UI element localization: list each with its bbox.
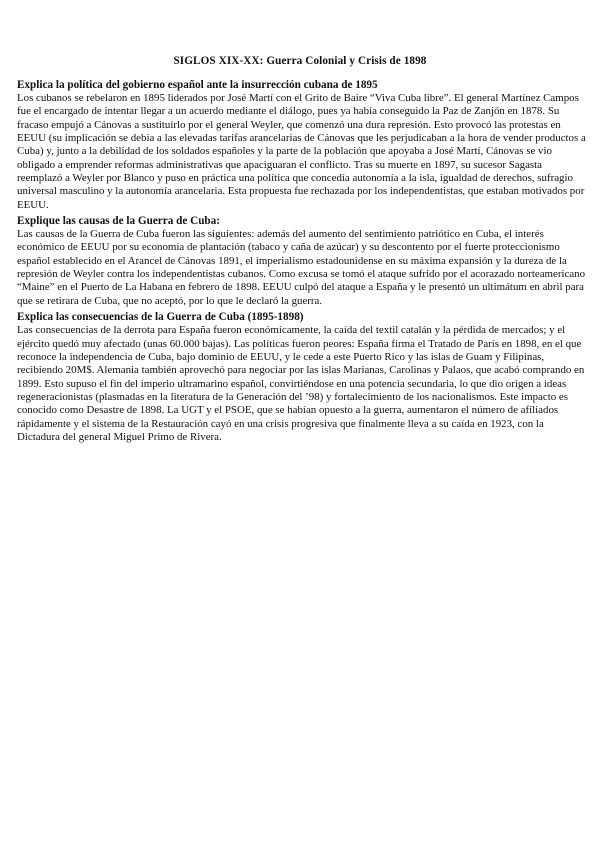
section-heading: Explica las consecuencias de la Guerra de Cuba (1895-1898) [17,311,304,324]
section-paragraph: Las causas de la Guerra de Cuba fueron las siguientes: además del aumento del sentimiento patriótico en Cuba, el interés económico de EEUU por su economía de plantación (tabaco y caña de azúcar) y su descontento por el fuerte proteccionismo español establecido en el Arancel de Cánovas 1891, el imperialismo estadounidense en su máxima expansión y la dureza de la represión de Weyler contra los independentistas cubanos. Como excusa se tomó el ataque sufrido por el acorazado norteamericano “Maine” en el Puerto de La Habana en febrero de 1898. EEUU culpó del ataque a España y le presentó un ultimátum en abril para que se retirara de Cuba, que no aceptó, por lo que le declaró la guerra. [17,228,586,307]
document-body [17,79,588,447]
section-heading: Explique las causas de la Guerra de Cuba: [17,215,220,228]
section-consecuencias-guerra [17,311,588,444]
section-paragraph: Los cubanos se rebelaron en 1895 liderados por José Martí con el Grito de Baire “Viva Cuba libre”. El general Martínez Campos fue el encargado de intentar llegar a un acuerdo mediante el diálogo, pues ya había conseguido la Paz de Zanjón en 1878. Su fracaso empujó a Cánovas a sustituirlo por el general Weyler, que comenzó una dura represión. Esto provocó las protestas en EEUU (su implicación se debía a las elevadas tarifas arancelarias de Cánovas que les perjudicaban a la hora de vender productos a Cuba) y, junto a la debilidad de los soldados españoles y la parte de la población que apoyaba a José Martí, Cánovas se vio obligado a emprender reformas administrativas que apaciguaran el conflicto. Tras su muerte en 1897, su sucesor Sagasta reemplazó a Weyler por Blanco y puso en práctica una política que concedía autonomía a la isla, igualdad de derechos, sufragio universal masculino y la autonomía arancelaria. Esta propuesta fue rechazada por los independentistas, que estaban motivados por EEUU. [17,92,586,211]
section-politica-gobierno [17,79,588,212]
document-title: SIGLOS XIX-XX: Guerra Colonial y Crisis de 1898 [173,55,427,67]
section-causas-guerra [17,215,588,308]
section-paragraph: Las consecuencias de la derrota para España fueron económicamente, la caída del textil catalán y la pérdida de mercados; y el ejército quedó muy afectado (unas 60.000 bajas). Las políticas fueron peores: España firma el Tratado de París en 1898, en el que reconoce la independencia de Cuba, bajo dominio de EEUU, y le cede a este Puerto Rico y las islas de Guam y Filipinas, recibiendo 20M$. Alemania también aprovechó para negociar por las islas Marianas, Carolinas y Palaos, que acabó comprando en 1899. Esto supuso el fin del imperio ultramarino español, convirtiéndose en una potencia secundaria, lo que dio origen a ideas regeneracionistas (plasmadas en la literatura de la Generación del ’98) y fortalecimiento de los nacionalismos. Este impacto es conocido como Desastre de 1898. La UGT y el PSOE, que se habían opuesto a la guerra, aumentaron el número de afiliados rápidamente y el sistema de la Restauración cayó en una crisis progresiva que finalmente lleva a su caída en 1923, con la Dictadura del general Miguel Primo de Rivera. [17,324,585,443]
section-heading: Explica la política del gobierno español ante la insurrección cubana de 1895 [17,79,378,91]
